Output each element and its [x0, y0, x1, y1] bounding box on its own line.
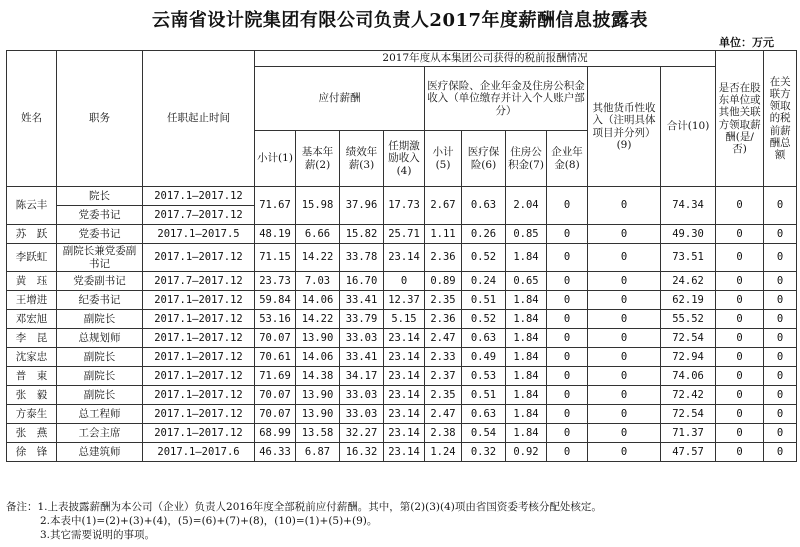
cell-subtotal-5: 2.33 [425, 348, 462, 367]
cell-tenure: 2017.1—2017.12 [143, 329, 255, 348]
cell-incentive: 23.14 [384, 405, 425, 424]
cell-total: 71.37 [661, 424, 716, 443]
cell-subtotal-1: 68.99 [255, 424, 296, 443]
cell-subtotal-5: 2.36 [425, 310, 462, 329]
header-concurrent: 是否在股东单位或其他关联方领取薪酬(是/否) [716, 51, 764, 187]
cell-total: 72.54 [661, 405, 716, 424]
cell-related-total: 0 [764, 443, 797, 462]
header-insurance: 医疗保险、企业年金及住房公积金收入（单位缴存并计入个人账户部分） [425, 67, 588, 131]
cell-tenure: 2017.1—2017.12 [143, 310, 255, 329]
cell-housing: 1.84 [506, 244, 547, 272]
cell-tenure: 2017.1—2017.12 [143, 424, 255, 443]
cell-concurrent: 0 [716, 291, 764, 310]
cell-related-total: 0 [764, 367, 797, 386]
note-1: 备注：1.上表披露薪酬为本公司（企业）负责人2016年度全部税前应付薪酬。其中，第(2)(3)(4)项由省国资委考核分配处核定。 [6, 501, 602, 513]
cell-other-monetary: 0 [588, 443, 661, 462]
cell-subtotal-1: 48.19 [255, 225, 296, 244]
cell-housing: 0.65 [506, 272, 547, 291]
cell-concurrent: 0 [716, 244, 764, 272]
cell-name: 陈云丰 [7, 187, 57, 225]
cell-position: 党委书记 [57, 206, 143, 225]
cell-performance-salary: 33.03 [340, 329, 384, 348]
cell-medical: 0.32 [462, 443, 506, 462]
cell-base-salary: 13.90 [296, 405, 340, 424]
cell-base-salary: 13.90 [296, 386, 340, 405]
cell-base-salary: 15.98 [296, 187, 340, 225]
cell-related-total: 0 [764, 424, 797, 443]
cell-tenure: 2017.1—2017.12 [143, 348, 255, 367]
cell-related-total: 0 [764, 225, 797, 244]
cell-name: 张 毅 [7, 386, 57, 405]
cell-total: 74.34 [661, 187, 716, 225]
cell-annuity: 0 [547, 405, 588, 424]
cell-tenure: 2017.1—2017.12 [143, 405, 255, 424]
cell-tenure: 2017.1—2017.12 [143, 386, 255, 405]
cell-annuity: 0 [547, 310, 588, 329]
cell-position: 工会主席 [57, 424, 143, 443]
cell-medical: 0.54 [462, 424, 506, 443]
cell-other-monetary: 0 [588, 225, 661, 244]
table-row [7, 405, 797, 424]
cell-incentive: 25.71 [384, 225, 425, 244]
cell-name: 普 東 [7, 367, 57, 386]
cell-incentive: 23.14 [384, 329, 425, 348]
cell-incentive: 23.14 [384, 367, 425, 386]
cell-concurrent: 0 [716, 424, 764, 443]
table-row [7, 187, 797, 206]
cell-medical: 0.63 [462, 405, 506, 424]
cell-subtotal-1: 70.07 [255, 405, 296, 424]
cell-annuity: 0 [547, 424, 588, 443]
cell-incentive: 0 [384, 272, 425, 291]
cell-base-salary: 14.06 [296, 291, 340, 310]
cell-position: 党委书记 [57, 225, 143, 244]
table-row [7, 386, 797, 405]
cell-concurrent: 0 [716, 405, 764, 424]
note-2: 2.本表中(1)=(2)+(3)+(4)，(5)=(6)+(7)+(8)，(10)=(1)+(5)+(9)。 [40, 515, 378, 527]
table-row [7, 272, 797, 291]
cell-medical: 0.51 [462, 291, 506, 310]
cell-name: 邓宏旭 [7, 310, 57, 329]
cell-subtotal-1: 71.69 [255, 367, 296, 386]
cell-performance-salary: 33.03 [340, 386, 384, 405]
cell-other-monetary: 0 [588, 272, 661, 291]
cell-medical: 0.53 [462, 367, 506, 386]
cell-subtotal-1: 70.07 [255, 386, 296, 405]
table-body [7, 187, 797, 462]
unit-label: 单位：万元 [719, 36, 774, 49]
cell-housing: 1.84 [506, 424, 547, 443]
cell-position: 副院长 [57, 367, 143, 386]
cell-name: 苏 跃 [7, 225, 57, 244]
cell-tenure: 2017.1—2017.12 [143, 187, 255, 206]
cell-total: 49.30 [661, 225, 716, 244]
cell-incentive: 17.73 [384, 187, 425, 225]
header-total: 合计(10) [661, 67, 716, 187]
cell-medical: 0.63 [462, 329, 506, 348]
cell-incentive: 23.14 [384, 443, 425, 462]
cell-tenure: 2017.1—2017.6 [143, 443, 255, 462]
cell-position: 副院长 [57, 386, 143, 405]
cell-position: 副院长 [57, 348, 143, 367]
cell-total: 62.19 [661, 291, 716, 310]
cell-related-total: 0 [764, 310, 797, 329]
cell-name: 张 燕 [7, 424, 57, 443]
cell-concurrent: 0 [716, 348, 764, 367]
table-row [7, 329, 797, 348]
cell-other-monetary: 0 [588, 310, 661, 329]
cell-subtotal-5: 2.37 [425, 367, 462, 386]
cell-medical: 0.51 [462, 386, 506, 405]
cell-name: 李 昆 [7, 329, 57, 348]
cell-subtotal-5: 2.47 [425, 329, 462, 348]
cell-other-monetary: 0 [588, 187, 661, 225]
cell-performance-salary: 33.03 [340, 405, 384, 424]
header-subtotal-5: 小计(5) [425, 131, 462, 187]
cell-incentive: 23.14 [384, 386, 425, 405]
cell-other-monetary: 0 [588, 424, 661, 443]
cell-subtotal-5: 1.11 [425, 225, 462, 244]
cell-housing: 1.84 [506, 405, 547, 424]
salary-table [6, 50, 797, 462]
cell-concurrent: 0 [716, 386, 764, 405]
cell-incentive: 23.14 [384, 244, 425, 272]
cell-annuity: 0 [547, 272, 588, 291]
note-3: 3.其它需要说明的事项。 [40, 529, 156, 541]
cell-total: 73.51 [661, 244, 716, 272]
cell-name: 黄 珏 [7, 272, 57, 291]
cell-performance-salary: 33.41 [340, 348, 384, 367]
cell-other-monetary: 0 [588, 329, 661, 348]
header-other-monetary: 其他货币性收入（注明具体项目并分列）(9) [588, 67, 661, 187]
cell-position: 总建筑师 [57, 443, 143, 462]
cell-annuity: 0 [547, 348, 588, 367]
cell-position: 纪委书记 [57, 291, 143, 310]
cell-name: 徐 锋 [7, 443, 57, 462]
cell-other-monetary: 0 [588, 405, 661, 424]
cell-total: 24.62 [661, 272, 716, 291]
header-related-total: 在关联方领取的税前薪酬总额 [764, 51, 797, 187]
cell-total: 55.52 [661, 310, 716, 329]
cell-subtotal-5: 2.38 [425, 424, 462, 443]
table-row [7, 348, 797, 367]
cell-position: 副院长兼党委副书记 [57, 244, 143, 272]
cell-related-total: 0 [764, 291, 797, 310]
cell-other-monetary: 0 [588, 386, 661, 405]
cell-subtotal-1: 71.67 [255, 187, 296, 225]
cell-tenure: 2017.1—2017.5 [143, 225, 255, 244]
cell-medical: 0.52 [462, 310, 506, 329]
cell-subtotal-1: 46.33 [255, 443, 296, 462]
cell-performance-salary: 32.27 [340, 424, 384, 443]
cell-related-total: 0 [764, 187, 797, 225]
cell-name: 李跃虹 [7, 244, 57, 272]
cell-subtotal-1: 70.61 [255, 348, 296, 367]
table-row [7, 424, 797, 443]
cell-tenure: 2017.1—2017.12 [143, 367, 255, 386]
cell-annuity: 0 [547, 367, 588, 386]
cell-performance-salary: 33.78 [340, 244, 384, 272]
cell-housing: 0.85 [506, 225, 547, 244]
cell-housing: 1.84 [506, 291, 547, 310]
cell-subtotal-1: 59.84 [255, 291, 296, 310]
cell-subtotal-1: 71.15 [255, 244, 296, 272]
page-title: 云南省设计院集团有限公司负责人2017年度薪酬信息披露表 [151, 10, 649, 31]
cell-incentive: 12.37 [384, 291, 425, 310]
cell-medical: 0.63 [462, 187, 506, 225]
cell-housing: 1.84 [506, 329, 547, 348]
cell-related-total: 0 [764, 244, 797, 272]
cell-base-salary: 14.22 [296, 310, 340, 329]
cell-related-total: 0 [764, 405, 797, 424]
cell-subtotal-5: 0.89 [425, 272, 462, 291]
cell-performance-salary: 15.82 [340, 225, 384, 244]
cell-base-salary: 14.38 [296, 367, 340, 386]
cell-subtotal-5: 2.47 [425, 405, 462, 424]
cell-name: 王增进 [7, 291, 57, 310]
cell-subtotal-5: 1.24 [425, 443, 462, 462]
cell-position: 总规划师 [57, 329, 143, 348]
cell-housing: 1.84 [506, 348, 547, 367]
cell-medical: 0.24 [462, 272, 506, 291]
header-group: 2017年度从本集团公司获得的税前报酬情况 [255, 51, 716, 67]
cell-concurrent: 0 [716, 367, 764, 386]
cell-medical: 0.52 [462, 244, 506, 272]
cell-subtotal-1: 53.16 [255, 310, 296, 329]
cell-annuity: 0 [547, 225, 588, 244]
cell-other-monetary: 0 [588, 348, 661, 367]
cell-tenure: 2017.7—2017.12 [143, 206, 255, 225]
cell-other-monetary: 0 [588, 244, 661, 272]
cell-total: 72.42 [661, 386, 716, 405]
cell-base-salary: 7.03 [296, 272, 340, 291]
cell-name: 沈家忠 [7, 348, 57, 367]
header-housing: 住房公积金(7) [506, 131, 547, 187]
cell-performance-salary: 34.17 [340, 367, 384, 386]
cell-performance-salary: 33.41 [340, 291, 384, 310]
header-performance-salary: 绩效年薪(3) [340, 131, 384, 187]
cell-annuity: 0 [547, 443, 588, 462]
notes [6, 500, 796, 542]
cell-position: 总工程师 [57, 405, 143, 424]
cell-tenure: 2017.7—2017.12 [143, 272, 255, 291]
cell-base-salary: 14.22 [296, 244, 340, 272]
cell-concurrent: 0 [716, 272, 764, 291]
cell-position: 副院长 [57, 310, 143, 329]
cell-housing: 1.84 [506, 367, 547, 386]
cell-annuity: 0 [547, 329, 588, 348]
cell-concurrent: 0 [716, 225, 764, 244]
header-annuity: 企业年金(8) [547, 131, 588, 187]
cell-incentive: 23.14 [384, 424, 425, 443]
header-position: 职务 [57, 51, 143, 187]
cell-base-salary: 6.87 [296, 443, 340, 462]
cell-position: 院长 [57, 187, 143, 206]
cell-base-salary: 13.90 [296, 329, 340, 348]
cell-total: 72.94 [661, 348, 716, 367]
cell-related-total: 0 [764, 348, 797, 367]
cell-incentive: 23.14 [384, 348, 425, 367]
cell-total: 47.57 [661, 443, 716, 462]
cell-related-total: 0 [764, 272, 797, 291]
cell-tenure: 2017.1—2017.12 [143, 291, 255, 310]
header-name: 姓名 [7, 51, 57, 187]
cell-total: 72.54 [661, 329, 716, 348]
header-subtotal-1: 小计(1) [255, 131, 296, 187]
table-row [7, 310, 797, 329]
cell-total: 74.06 [661, 367, 716, 386]
cell-other-monetary: 0 [588, 367, 661, 386]
header-tenure: 任职起止时间 [143, 51, 255, 187]
cell-concurrent: 0 [716, 310, 764, 329]
table-row [7, 225, 797, 244]
cell-annuity: 0 [547, 291, 588, 310]
cell-concurrent: 0 [716, 329, 764, 348]
cell-concurrent: 0 [716, 443, 764, 462]
table-row [7, 244, 797, 272]
cell-subtotal-5: 2.35 [425, 291, 462, 310]
cell-concurrent: 0 [716, 187, 764, 225]
header-incentive: 任期激励收入(4) [384, 131, 425, 187]
cell-base-salary: 6.66 [296, 225, 340, 244]
cell-related-total: 0 [764, 329, 797, 348]
header-base-salary: 基本年薪(2) [296, 131, 340, 187]
header-medical: 医疗保险(6) [462, 131, 506, 187]
table-row [7, 367, 797, 386]
cell-annuity: 0 [547, 187, 588, 225]
cell-medical: 0.26 [462, 225, 506, 244]
cell-name: 方泰生 [7, 405, 57, 424]
cell-housing: 1.84 [506, 310, 547, 329]
cell-subtotal-5: 2.35 [425, 386, 462, 405]
cell-performance-salary: 37.96 [340, 187, 384, 225]
cell-other-monetary: 0 [588, 291, 661, 310]
header-payable: 应付薪酬 [255, 67, 425, 131]
cell-subtotal-1: 70.07 [255, 329, 296, 348]
cell-subtotal-5: 2.36 [425, 244, 462, 272]
cell-performance-salary: 16.70 [340, 272, 384, 291]
cell-subtotal-5: 2.67 [425, 187, 462, 225]
cell-subtotal-1: 23.73 [255, 272, 296, 291]
cell-housing: 2.04 [506, 187, 547, 225]
cell-base-salary: 13.58 [296, 424, 340, 443]
cell-performance-salary: 16.32 [340, 443, 384, 462]
table-row [7, 291, 797, 310]
cell-annuity: 0 [547, 386, 588, 405]
cell-related-total: 0 [764, 386, 797, 405]
cell-housing: 1.84 [506, 386, 547, 405]
cell-incentive: 5.15 [384, 310, 425, 329]
table-row [7, 443, 797, 462]
cell-housing: 0.92 [506, 443, 547, 462]
cell-base-salary: 14.06 [296, 348, 340, 367]
cell-performance-salary: 33.79 [340, 310, 384, 329]
cell-medical: 0.49 [462, 348, 506, 367]
cell-position: 党委副书记 [57, 272, 143, 291]
cell-annuity: 0 [547, 244, 588, 272]
cell-tenure: 2017.1—2017.12 [143, 244, 255, 272]
